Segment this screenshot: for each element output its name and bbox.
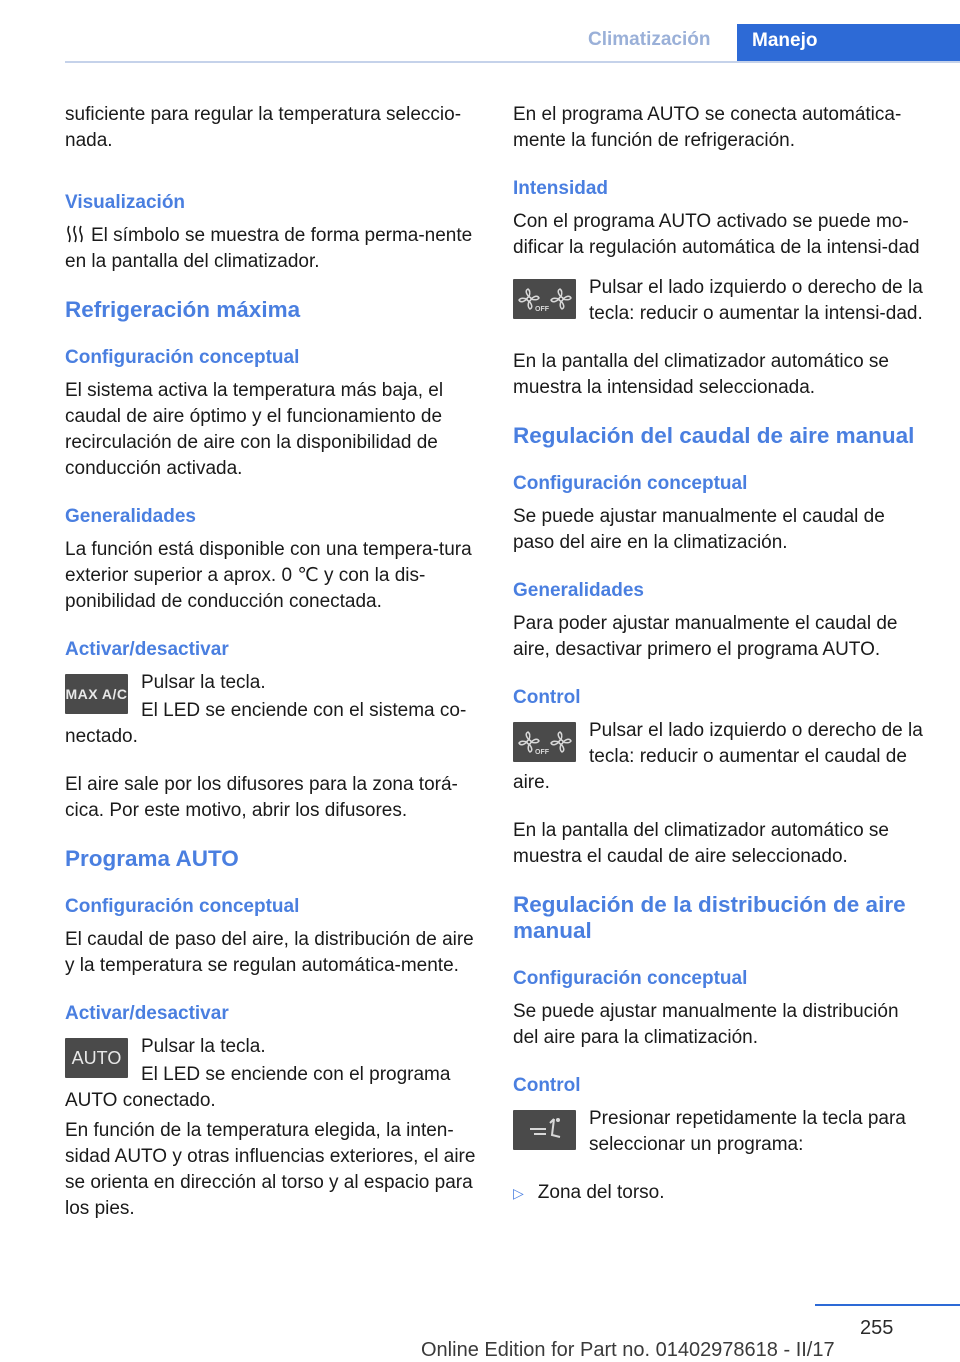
subheading-intensidad: Intensidad [513, 178, 609, 199]
intensity-block [513, 275, 927, 327]
list-item [513, 1180, 927, 1206]
paragraph-config2: El caudal de paso del aire, la distribución de aire y la temperatura se regulan automática-mente. [65, 929, 474, 976]
heading-distribucion: Regulación de la distribución de aire manual [513, 892, 906, 943]
max-ac-button-image: MAX A/C [65, 674, 128, 714]
edition-note: Online Edition for Part no. 01402978618 - II/17 [421, 1339, 835, 1361]
paragraph-intensidad: Con el programa AUTO activado se puede mo-dificar la regulación automática de la intensi-dad [513, 211, 920, 258]
paragraph-control1-2: En la pantalla del climatizador automático se muestra el caudal de aire seleccionado. [513, 820, 889, 867]
heading-caudal: Regulación del caudal de aire manual [513, 423, 915, 448]
paragraph-act1a: Pulsar la tecla. [141, 672, 266, 693]
paragraph-generalidades1: La función está disponible con una tempera-tura exterior superior a aprox. 0 ℃ y con la dis-ponibilidad de conducción conectada. [65, 539, 472, 612]
subheading-generalidades1: Generalidades [65, 506, 196, 527]
paragraph-visualizacion [65, 223, 483, 275]
visualizacion-text: El símbolo se muestra de forma perma-nente en la pantalla del climatizador. [65, 225, 473, 272]
paragraph-intensidad-btn: Pulsar el lado izquierdo o derecho de la tecla: reducir o aumentar la intensi-dad. [589, 277, 923, 324]
subheading-config3: Configuración conceptual [513, 473, 748, 494]
paragraph-act2b: El LED se enciende con el programa AUTO conectado. [65, 1064, 451, 1111]
left-column [65, 102, 483, 1244]
air-distribution-button-image [513, 1110, 576, 1150]
header-chapter-tab: Manejo [737, 24, 960, 61]
triangle-bullet-icon: ▷ [513, 1185, 524, 1201]
paragraph-act2a: Pulsar la tecla. [141, 1036, 266, 1057]
paragraph-config4: Se puede ajustar manualmente la distribución del aire para la climatización. [513, 1001, 899, 1048]
seat-airflow-icon [520, 1115, 570, 1145]
control1-block [513, 718, 927, 796]
fan-off-fan-icon [517, 727, 573, 757]
header-section: Climatización [588, 29, 711, 50]
heading-auto: Programa AUTO [65, 846, 239, 871]
right-column [513, 102, 927, 1206]
paragraph-config1: El sistema activa la temperatura más baja, el caudal de aire óptimo y el funcionamiento de recirculación de aire con la disponibilidad de conducción activada. [65, 380, 444, 479]
subheading-activar1: Activar/desactivar [65, 639, 229, 660]
paragraph-control1-btn: Pulsar el lado izquierdo o derecho de la tecla: reducir o aumentar el caudal de aire. [513, 720, 923, 793]
paragraph-control2-btn: Presionar repetidamente la tecla para seleccionar un programa: [589, 1108, 906, 1155]
heat-waves-icon [65, 224, 85, 244]
maxac-block [65, 670, 483, 750]
subheading-activar2: Activar/desactivar [65, 1003, 229, 1024]
fan-off-label: OFF [534, 749, 549, 756]
paragraph: suficiente para regular la temperatura seleccio-nada. [65, 104, 462, 151]
paragraph-act1c: El aire sale por los difusores para la zona torá-cica. Por este motivo, abrir los difusores. [65, 774, 458, 821]
paragraph-intensidad2: En la pantalla del climatizador automático se muestra la intensidad seleccionada. [513, 351, 889, 398]
subheading-visualizacion: Visualización [65, 192, 186, 213]
auto-block [65, 1034, 483, 1114]
paragraph-config3: Se puede ajustar manualmente el caudal de paso del aire en la climatización. [513, 506, 885, 553]
fan-button-image-2 [513, 722, 576, 762]
fan-off-fan-icon [517, 284, 573, 314]
paragraph-act1b: El LED se enciende con el sistema co-nectado. [65, 700, 467, 747]
fan-button-image [513, 279, 576, 319]
bullet-text: Zona del torso. [537, 1182, 665, 1203]
control2-block [513, 1106, 927, 1158]
subheading-generalidades3: Generalidades [513, 580, 644, 601]
subheading-config1: Configuración conceptual [65, 347, 300, 368]
subheading-config2: Configuración conceptual [65, 896, 300, 917]
page-number: 255 [860, 1317, 894, 1339]
footer-rule [815, 1304, 960, 1306]
auto-button-image: AUTO [65, 1038, 128, 1078]
heading-refrigeracion: Refrigeración máxima [65, 297, 301, 322]
subheading-control1: Control [513, 687, 581, 708]
paragraph-act2c: En función de la temperatura elegida, la inten-sidad AUTO y otras influencias exteriores, el aire se orienta en dirección al torso y al espacio para los pies. [65, 1120, 476, 1219]
paragraph-generalidades3: Para poder ajustar manualmente el caudal de aire, desactivar primero el programa AUTO. [513, 613, 898, 660]
header-rule [65, 61, 960, 63]
paragraph: En el programa AUTO se conecta automática-mente la función de refrigeración. [513, 104, 902, 151]
subheading-config4: Configuración conceptual [513, 968, 748, 989]
fan-off-label: OFF [534, 306, 549, 313]
subheading-control2: Control [513, 1075, 581, 1096]
